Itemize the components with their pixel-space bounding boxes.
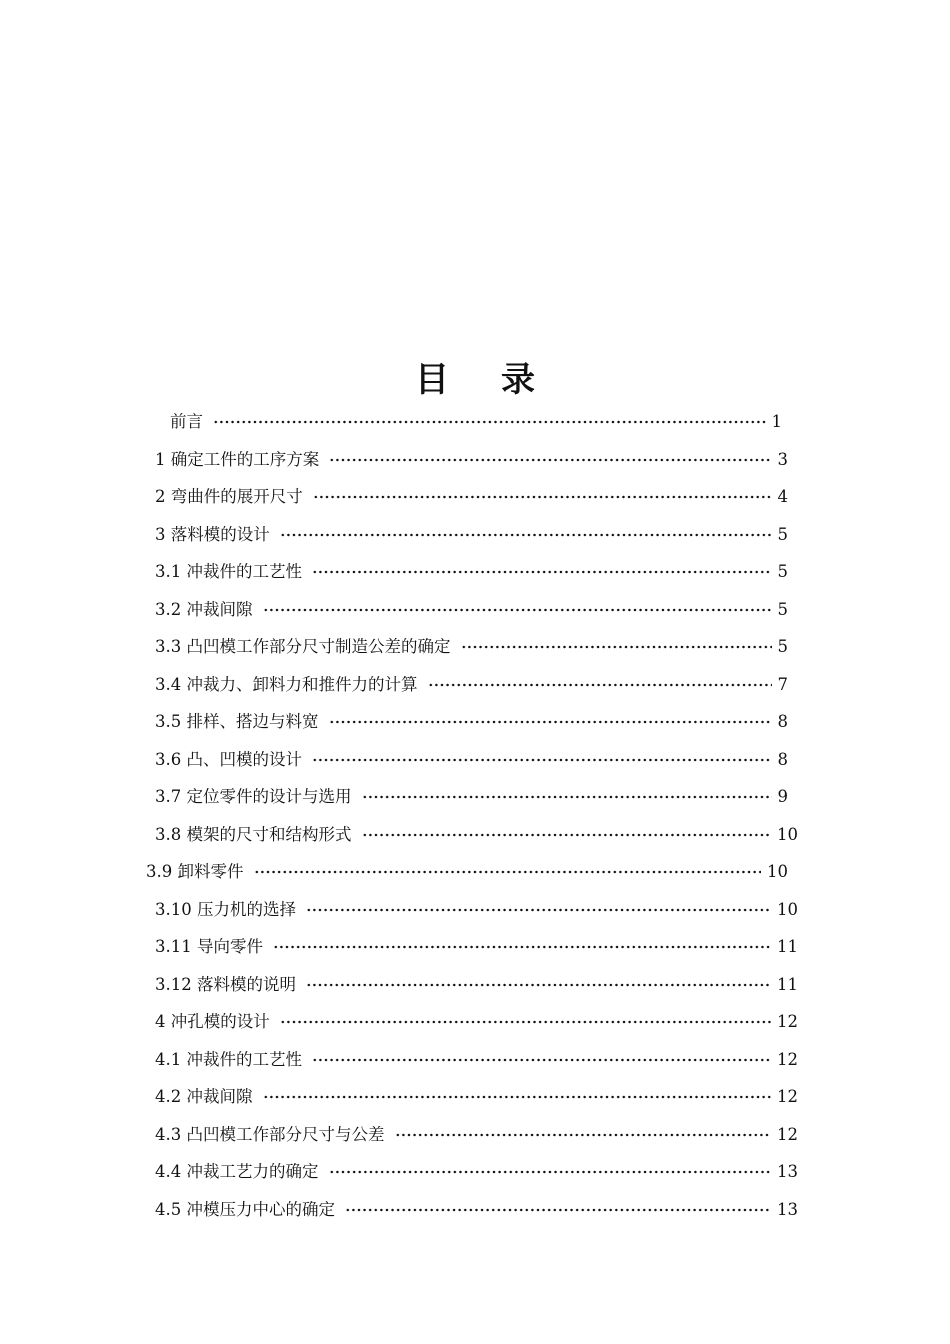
toc-entry-page: 12 [777, 1087, 798, 1106]
toc-title-char-2: 录 [501, 360, 535, 400]
toc-leader-dots [263, 1095, 772, 1099]
toc-entry[interactable] [155, 704, 788, 740]
toc-entry[interactable] [155, 517, 788, 553]
toc-entry-label: 3.11 导向零件 [155, 937, 263, 956]
toc-entry-page: 8 [777, 712, 788, 731]
toc-leader-dots [273, 945, 771, 949]
toc-entry[interactable] [155, 1192, 798, 1228]
toc-leader-dots [345, 1208, 771, 1212]
toc-entry-page: 9 [777, 787, 788, 806]
toc-entry[interactable] [170, 404, 782, 440]
toc-entry-page: 5 [777, 637, 788, 656]
toc-entry-label: 前言 [170, 412, 203, 431]
toc-leader-dots [263, 608, 772, 612]
toc-entry-label: 3 落料模的设计 [155, 524, 270, 544]
toc-entry-page: 8 [777, 749, 788, 769]
toc-leader-dots [362, 795, 772, 799]
toc-entry-label: 4.1 冲裁件的工艺性 [155, 1049, 302, 1069]
toc-entry-label: 4.5 冲模压力中心的确定 [155, 1199, 335, 1219]
toc-entry-page: 13 [777, 1199, 798, 1219]
toc-entry[interactable] [155, 479, 788, 515]
toc-entry-label: 3.9 卸料零件 [146, 862, 244, 881]
toc-entry[interactable] [155, 1154, 798, 1190]
toc-entry-page: 4 [777, 487, 788, 506]
toc-entry-page: 1 [771, 412, 782, 431]
toc-entry[interactable] [155, 442, 788, 478]
toc-leader-dots [395, 1133, 772, 1137]
toc-leader-dots [280, 1020, 771, 1024]
toc-entry[interactable] [155, 554, 788, 590]
toc-leader-dots [428, 683, 772, 687]
toc-entry[interactable] [155, 892, 798, 928]
toc-entry-label: 4 冲孔模的设计 [155, 1012, 270, 1031]
toc-entry-label: 3.6 凸、凹模的设计 [155, 749, 302, 769]
toc-title-char-1: 目 [415, 360, 449, 400]
toc-entry-label: 1 确定工件的工序方案 [155, 449, 320, 469]
toc-entry-page: 7 [777, 674, 788, 694]
toc-entry-label: 2 弯曲件的展开尺寸 [155, 487, 303, 506]
toc-entry-page: 12 [777, 1124, 798, 1144]
toc-leader-dots [254, 870, 762, 874]
toc-leader-dots [312, 758, 772, 762]
toc-leader-dots [306, 983, 771, 987]
toc-entry-label: 3.12 落料模的说明 [155, 974, 296, 994]
toc-entry-label: 3.4 冲裁力、卸料力和推件力的计算 [155, 674, 418, 694]
toc-leader-dots [329, 720, 772, 724]
toc-entry[interactable] [155, 1117, 798, 1153]
toc-entry[interactable] [155, 1042, 798, 1078]
toc-title [0, 352, 950, 401]
toc-entry-label: 3.7 定位零件的设计与选用 [155, 787, 352, 806]
toc-leader-dots [213, 420, 766, 424]
toc-leader-dots [461, 645, 772, 649]
toc-leader-dots [312, 570, 772, 574]
toc-entry-label: 3.1 冲裁件的工艺性 [155, 562, 302, 581]
toc-entry[interactable] [155, 629, 788, 665]
toc-entry-page: 10 [767, 862, 788, 881]
toc-entry-page: 12 [777, 1049, 798, 1069]
toc-entry[interactable] [155, 817, 798, 853]
toc-entry[interactable] [155, 592, 788, 628]
toc-entry-label: 3.3 凸凹模工作部分尺寸制造公差的确定 [155, 637, 451, 656]
toc-entry-label: 3.5 排样、搭边与料宽 [155, 712, 319, 731]
toc-entry-label: 3.8 模架的尺寸和结构形式 [155, 824, 352, 844]
toc-entry[interactable] [155, 667, 788, 703]
toc-entry-page: 13 [777, 1162, 798, 1181]
toc-entry[interactable] [155, 967, 798, 1003]
toc-entry-page: 11 [777, 937, 798, 956]
toc-entry-page: 5 [777, 599, 788, 619]
toc-leader-dots [306, 908, 771, 912]
toc-entry[interactable] [155, 1004, 798, 1040]
toc-entry-page: 12 [777, 1012, 798, 1031]
toc-entry-label: 4.2 冲裁间隙 [155, 1087, 253, 1106]
toc-entry[interactable] [155, 779, 788, 815]
toc-entry[interactable] [155, 742, 788, 778]
toc-entry-page: 10 [777, 899, 798, 919]
toc-entry-page: 5 [777, 562, 788, 581]
toc-leader-dots [313, 495, 772, 499]
toc-entry[interactable] [155, 1079, 798, 1115]
toc-leader-dots [329, 458, 771, 462]
toc-entry-label: 4.3 凸凹模工作部分尺寸与公差 [155, 1124, 385, 1144]
toc-entry-label: 4.4 冲裁工艺力的确定 [155, 1162, 319, 1181]
toc-entry-page: 3 [777, 449, 788, 469]
toc-leader-dots [280, 533, 772, 537]
toc-entry-label: 3.10 压力机的选择 [155, 899, 296, 919]
toc-entry[interactable] [155, 929, 798, 965]
toc-entry-label: 3.2 冲裁间隙 [155, 599, 253, 619]
toc-entry-page: 10 [777, 824, 798, 844]
toc-leader-dots [329, 1170, 772, 1174]
toc-leader-dots [362, 833, 772, 837]
toc-entry-page: 11 [777, 974, 798, 994]
toc-entry-page: 5 [777, 524, 788, 544]
toc-leader-dots [312, 1058, 771, 1062]
toc-entry[interactable] [146, 854, 788, 890]
